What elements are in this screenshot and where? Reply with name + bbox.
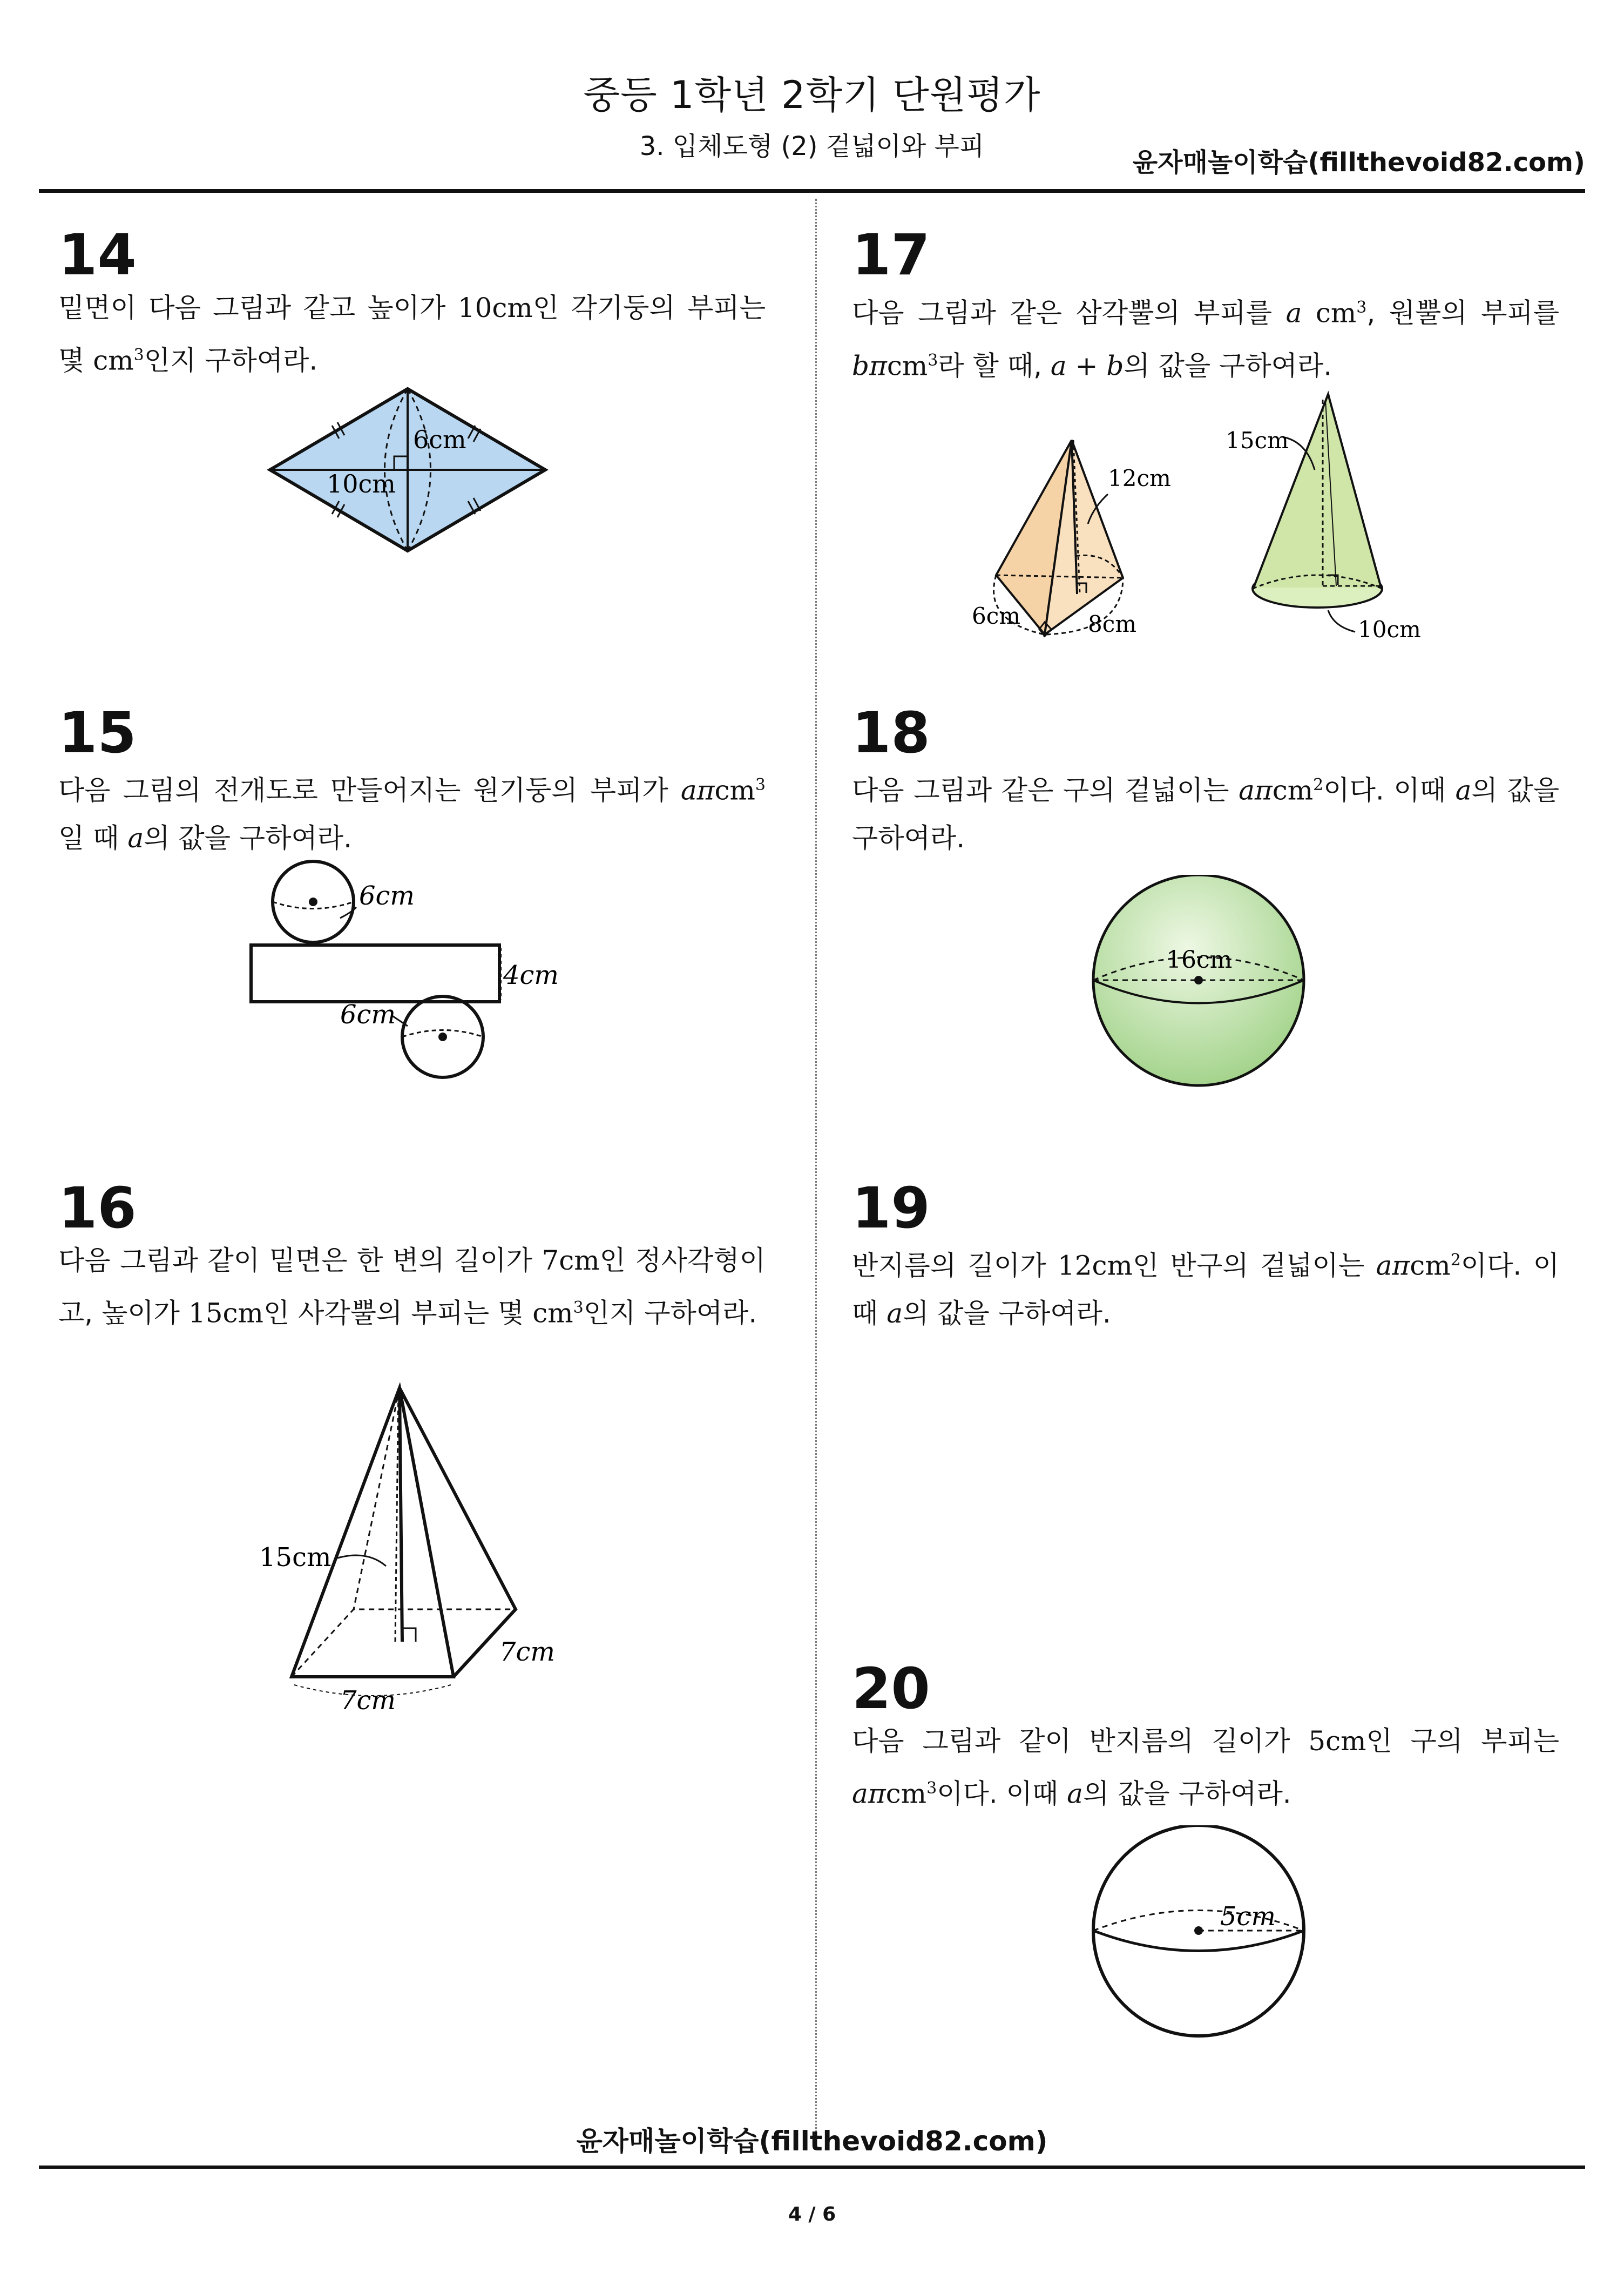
question-number-19: 19	[852, 1175, 930, 1241]
cylinder-net-figure	[243, 859, 567, 1085]
label-tri-side-6: 6cm	[972, 603, 1021, 629]
label-pyramid-height: 15cm	[259, 1542, 331, 1573]
question-text-20: 다음 그림과 같이 반지름의 길이가 5cm인 구의 부피는 aπcm$^3$이다. 이때 a의 값을 구하여라.	[852, 1725, 1559, 1810]
question-text-19: 반지름의 길이가 12cm인 반구의 겉넓이는 aπcm$^2$이다. 이때 a의 값을 구하여라.	[852, 1250, 1559, 1329]
question-number-16: 16	[58, 1175, 137, 1241]
question-text-17: 다음 그림과 같은 삼각뿔의 부피를 a $cm^3$, 원뿔의 부피를 bπcm$^3$라 할 때, a + b의 값을 구하여라.	[852, 297, 1559, 382]
question-text-15: 다음 그림의 전개도로 만들어지는 원기둥의 부피가 aπcm$^3$일 때 a의 값을 구하여라.	[58, 774, 766, 854]
label-diagonal: 10cm	[327, 469, 396, 498]
label-bottom-diameter: 6cm	[340, 1000, 396, 1030]
question-number-15: 15	[58, 700, 137, 766]
label-sphere-diameter: 16cm	[1166, 946, 1233, 974]
label-sphere-radius: 5cm	[1220, 1901, 1276, 1932]
footer-rule	[39, 2166, 1585, 2169]
question-number-17: 17	[852, 222, 930, 288]
label-rect-height: 4cm	[503, 960, 559, 990]
question-text-16: 다음 그림과 같이 밑면은 한 변의 길이가 7cm인 정사각형이고, 높이가 15cm인 사각뿔의 부피는 몇 $cm^3$인지 구하여라.	[58, 1245, 766, 1329]
page-subtitle: 3. 입체도형 (2) 겉넓이와 부피	[639, 131, 985, 161]
question-number-14: 14	[58, 222, 137, 288]
question-number-18: 18	[852, 700, 930, 766]
label-base-side: 7cm	[499, 1637, 555, 1667]
label-cone-diameter: 10cm	[1358, 616, 1421, 643]
label-top-diameter: 6cm	[359, 881, 415, 911]
question-text-18: 다음 그림과 같은 구의 겉넓이는 aπcm$^2$이다. 이때 a의 값을 구하여라.	[852, 774, 1559, 854]
sphere-figure-20	[1085, 1825, 1312, 2041]
page-number: 4 / 6	[788, 2203, 836, 2225]
footer-brand: 윤자매놀이학습(fillthevoid82.com)	[576, 2126, 1048, 2157]
cone-figure	[1215, 389, 1463, 653]
triangular-pyramid-figure	[966, 432, 1193, 648]
label-height: 6cm	[413, 425, 466, 454]
column-divider	[815, 199, 817, 2143]
label-base-front: 7cm	[340, 1685, 396, 1716]
rhombus-figure	[259, 378, 561, 562]
square-pyramid-figure	[254, 1382, 588, 1717]
label-tri-height: 12cm	[1108, 465, 1171, 491]
label-cone-slant: 15cm	[1226, 427, 1289, 454]
page-title: 중등 1학년 2학기 단원평가	[583, 73, 1041, 117]
question-number-20: 20	[852, 1656, 930, 1722]
label-tri-side-8: 8cm	[1088, 611, 1137, 637]
question-text-14: 밑면이 다음 그림과 같고 높이가 10cm인 각기둥의 부피는 몇 $cm^3$인지 구하여라.	[58, 292, 766, 376]
header-rule	[39, 189, 1585, 193]
sphere-figure-18	[1085, 875, 1312, 1091]
header-brand: 윤자매놀이학습(fillthevoid82.com)	[1132, 147, 1585, 178]
